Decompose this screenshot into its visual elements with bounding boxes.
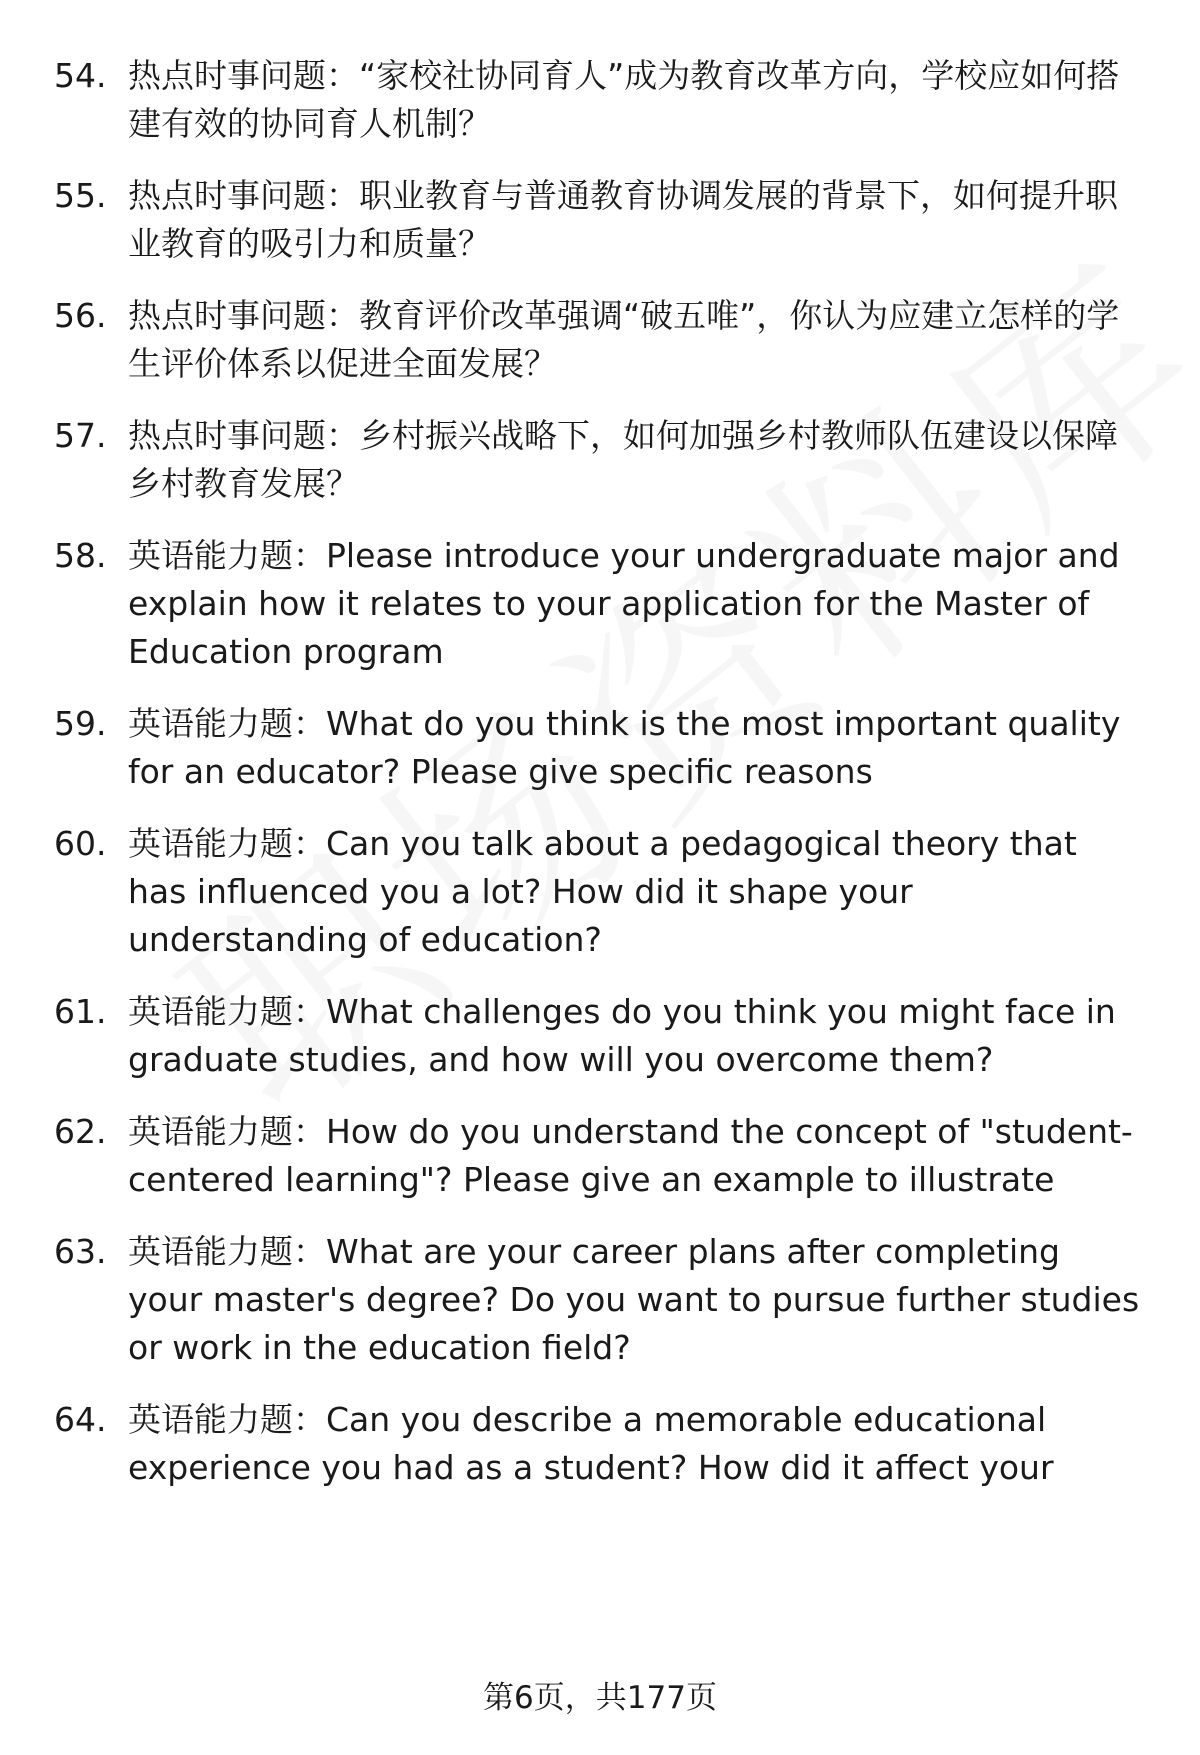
- question-number: 58.: [54, 536, 107, 575]
- question-body: [128, 700, 1143, 796]
- question-body: [128, 1228, 1143, 1372]
- question-item: [0, 1108, 1200, 1204]
- question-item: [0, 412, 1200, 508]
- question-number: 60.: [54, 824, 107, 863]
- question-body: [128, 292, 1143, 388]
- question-item: [0, 1228, 1200, 1372]
- question-item: [0, 700, 1200, 796]
- question-body: [128, 820, 1143, 964]
- question-body: [128, 1108, 1143, 1204]
- question-item: [0, 1396, 1200, 1492]
- question-category: 英语能力题：: [128, 536, 326, 575]
- question-body: [128, 52, 1143, 148]
- question-text: Can you describe a memorable educational experience you had as a student? How did it affect your: [128, 1400, 1054, 1487]
- question-list: [0, 52, 1200, 1516]
- question-item: [0, 52, 1200, 148]
- question-number: 62.: [54, 1112, 107, 1151]
- question-text: What do you think is the most important quality for an educator? Please give specific reasons: [128, 704, 1121, 791]
- question-text: Please introduce your undergraduate major and explain how it relates to your application for the Master of Education program: [128, 536, 1120, 671]
- question-number: 59.: [54, 704, 107, 743]
- question-text: “家校社协同育人”成为教育改革方向，学校应如何搭建有效的协同育人机制？: [128, 56, 1120, 143]
- question-text: Can you talk about a pedagogical theory that has influenced you a lot? How did it shape your understanding of education?: [128, 824, 1077, 959]
- question-category: 英语能力题：: [128, 704, 326, 743]
- question-text: What are your career plans after completing your master's degree? Do you want to pursue further studies or work in the education field?: [128, 1232, 1140, 1367]
- question-body: [128, 412, 1143, 508]
- question-number: 61.: [54, 992, 107, 1031]
- question-number: 64.: [54, 1400, 107, 1439]
- question-item: [0, 532, 1200, 676]
- question-item: [0, 172, 1200, 268]
- page-footer: 第6页，共177页: [483, 1680, 717, 1716]
- question-category: 英语能力题：: [128, 824, 326, 863]
- question-category: 热点时事问题：: [128, 56, 359, 95]
- question-item: [0, 988, 1200, 1084]
- question-text: 乡村振兴战略下，如何加强乡村教师队伍建设以保障乡村教育发展？: [128, 416, 1118, 503]
- question-category: 英语能力题：: [128, 1112, 326, 1151]
- question-category: 英语能力题：: [128, 1232, 326, 1271]
- question-category: 英语能力题：: [128, 1400, 326, 1439]
- question-text: What challenges do you think you might face in graduate studies, and how will you overcome them?: [128, 992, 1116, 1079]
- question-item: [0, 292, 1200, 388]
- question-number: 54.: [54, 56, 107, 95]
- question-text: How do you understand the concept of "student-centered learning"? Please give an example to illustrate: [128, 1112, 1133, 1199]
- question-body: [128, 1396, 1143, 1492]
- question-text: 教育评价改革强调“破五唯”，你认为应建立怎样的学生评价体系以促进全面发展？: [128, 296, 1120, 383]
- question-category: 热点时事问题：: [128, 416, 359, 455]
- question-category: 热点时事问题：: [128, 176, 359, 215]
- question-item: [0, 820, 1200, 964]
- question-number: 63.: [54, 1232, 107, 1271]
- question-category: 热点时事问题：: [128, 296, 359, 335]
- question-category: 英语能力题：: [128, 992, 326, 1031]
- question-body: [128, 172, 1143, 268]
- question-body: [128, 532, 1143, 676]
- question-number: 55.: [54, 176, 107, 215]
- question-text: 职业教育与普通教育协调发展的背景下，如何提升职业教育的吸引力和质量？: [128, 176, 1118, 263]
- question-number: 57.: [54, 416, 107, 455]
- question-body: [128, 988, 1143, 1084]
- question-number: 56.: [54, 296, 107, 335]
